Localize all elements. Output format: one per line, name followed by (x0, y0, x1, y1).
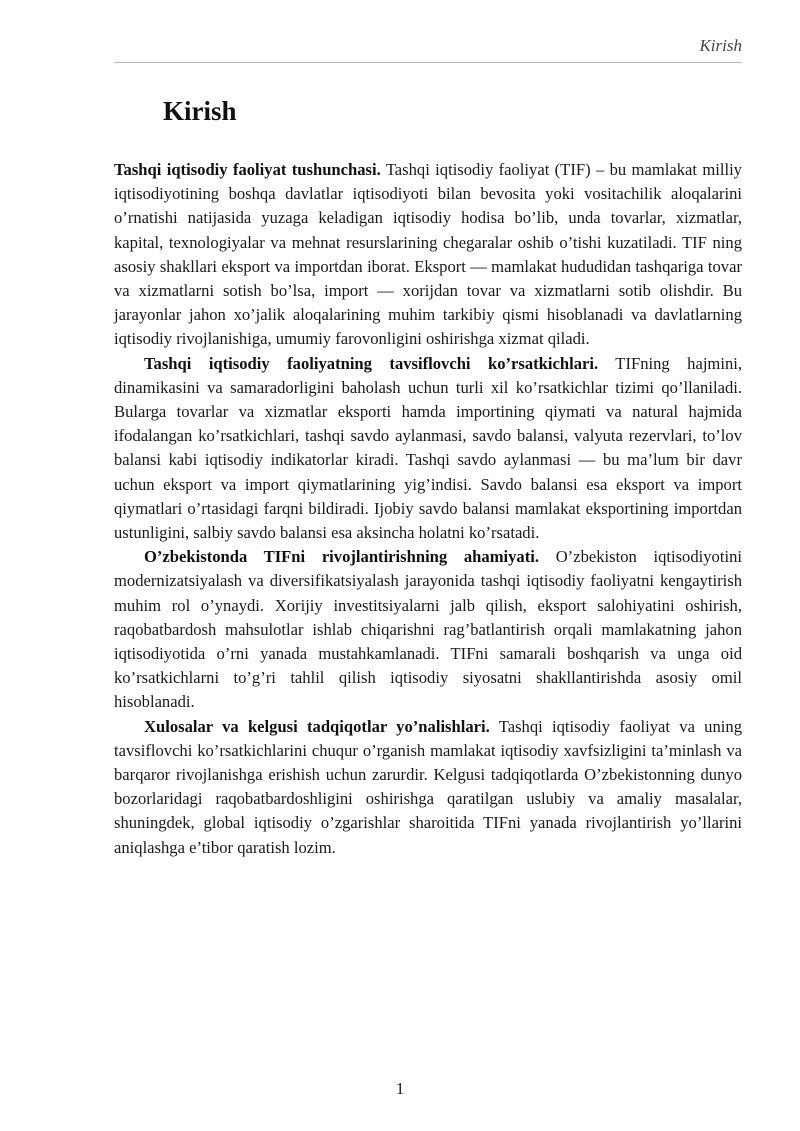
body-text (114, 158, 742, 860)
page-number: 1 (395, 1079, 405, 1098)
paragraph-heading: Tashqi iqtisodiy faoliyat tushunchasi. (114, 160, 381, 179)
paragraph-heading: O’zbekistonda TIFni rivojlantirishning ahamiyati. (144, 547, 540, 567)
paragraph-tif-concept (114, 158, 742, 352)
running-header: Kirish (114, 36, 742, 63)
paragraph-uzbekistan (114, 545, 742, 714)
paragraph-text: Tashqi iqtisodiy faoliyat va uning tavsiflovchi ko’rsatkichlarini chuqur o’rganish mamlakat iqtisodiy xavfsizligini ta’minlash va barqaror rivojlanishga erishish uchun zarurdir. Kelgusi tadqiqotlarda O’zbekistonning dunyo bozorlaridagi raqobatbardoshligini oshirishga qaratilgan uslubiy va amaliy masalalar, shuningdek, global iqtisodiy o’zgarishlar sharoitida TIFni yanada rivojlantirish yo’llarini aniqlashga e’tibor qaratish lozim. (114, 716, 742, 857)
paragraph-text: Tashqi iqtisodiy faoliyat (TIF) – bu mamlakat milliy iqtisodiyotining boshqa davlatlar iqtisodiyoti bilan bevosita yoki vositachilik aloqalarini o’rnatishi natijasida yuzaga keladigan iqtisodiy hodisa bo’lib, unda tovarlar, xizmatlar, kapital, texnologiyalar va mehnat resurslarining chegaralar oshib o’tishi kuzatiladi. TIF ning asosiy shakllari eksport va importdan iborat. Eksport — mamlakat hududidan tashqariga tovar va xizmatlarni sotish bo’lsa, import — xorijdan tovar va xizmatlarni sotib olishdir. Bu jarayonlar jahon xo’jalik aloqalarining muhim tarkibiy qismi hisoblanadi va davlatlarning iqtisodiy rivojlanishiga, umumiy farovonligini oshirishga xizmat qiladi. (114, 160, 742, 349)
paragraph-indicators (114, 352, 742, 546)
paragraph-heading: Tashqi iqtisodiy faoliyatning tavsiflovchi ko’rsatkichlari. (144, 353, 599, 373)
paragraph-conclusions (114, 715, 742, 860)
paragraph-heading: Xulosalar va kelgusi tadqiqotlar yo’nalishlari. (144, 716, 490, 736)
paragraph-text: O’zbekiston iqtisodiyotini modernizatsiyalash va diversifikatsiyalash jarayonida tashqi iqtisodiy faoliyatni kengaytirish muhim rol o’ynaydi. Xorijiy investitsiyalarni jalb qilish, eksport salohiyatini oshirish, raqobatbardosh mahsulotlar ishlab chiqarishni rag’batlantirish orqali mamlakatning jahon iqtisodiyotida o’rni yanada mustahkamlanadi. TIFni samarali boshqarish va unga oid ko’rsatkichlarni to’g’ri tahlil qilish iqtisodiy siyosatni shakllantirishda asosiy omil hisoblanadi. (114, 547, 742, 712)
page-title: Kirish (163, 96, 237, 126)
paragraph-text: TIFning hajmini, dinamikasini va samaradorligini baholash uchun turli xil ko’rsatkichlar tizimi qo’llaniladi. Bularga tovarlar va xizmatlar eksporti hamda importining qiymati va natural hajmida ifodalangan ko’rsatkichlari, tashqi savdo aylanmasi, savdo balansi, valyuta rezervlari, to’lov balansi kabi iqtisodiy indikatorlar kiradi. Tashqi savdo aylanmasi — bu ma’lum bir davr uchun eksport va import qiymatlarining yig’indisi. Savdo balansi esa eksport va import qiymatlari o’rtasidagi farqni bildiradi. Ijobiy savdo balansi mamlakat eksportining importdan ustunligini, salbiy savdo balansi esa aksincha holatni ko’rsatadi. (114, 353, 742, 543)
